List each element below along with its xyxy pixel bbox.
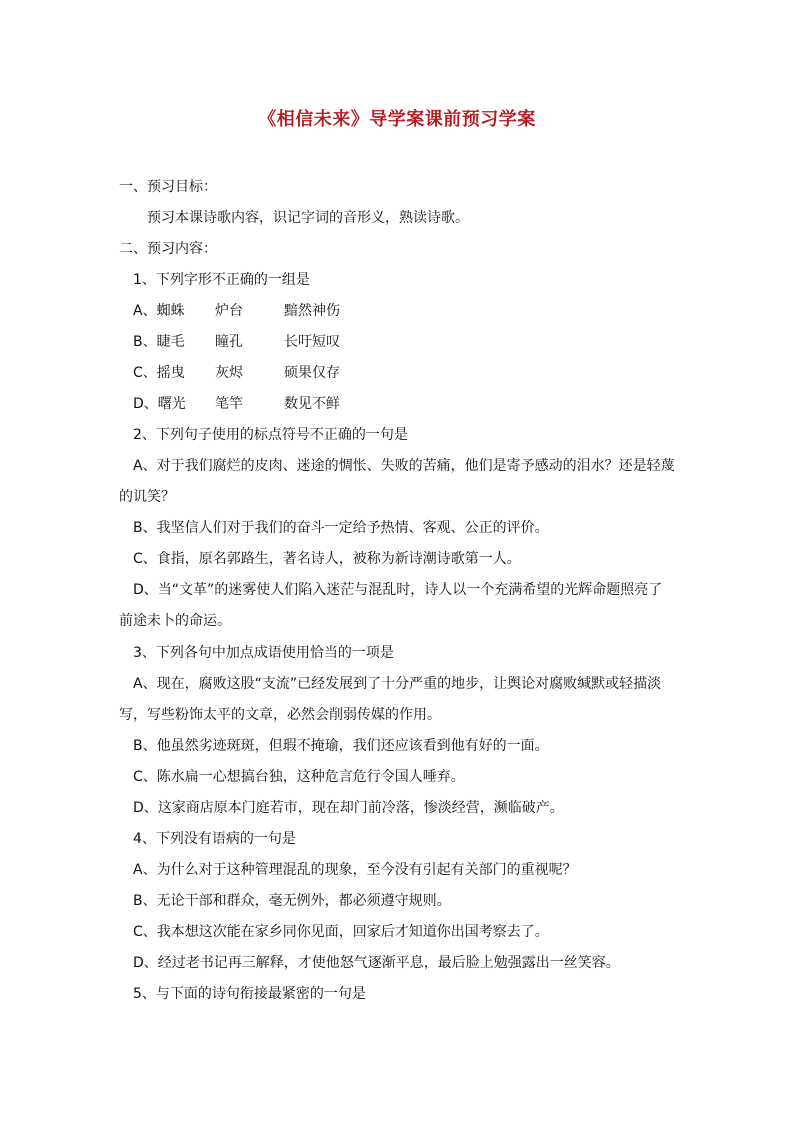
question-4-stem: 4、下列没有语病的一句是 <box>133 831 296 847</box>
question-3-option-b: B、他虽然劣迹斑斑，但瑕不掩瑜，我们还应该看到他有好的一面。 <box>133 738 549 754</box>
option-word-2: 瞳孔 <box>215 334 243 350</box>
question-2-option-d-line-2: 前途未卜的命运。 <box>119 613 231 629</box>
question-4-option-c: C、我本想这次能在家乡同你见面，回家后才知道你出国考察去了。 <box>133 924 549 940</box>
question-4-option-d: D、经过老书记再三解释，才使他怒气逐渐平息，最后脸上勉强露出一丝笑容。 <box>133 955 620 971</box>
option-word-2: 笔竿 <box>215 396 243 412</box>
question-3-option-d: D、这家商店原本门庭若市，现在却门前冷落，惨淡经营，濒临破产。 <box>133 800 564 816</box>
section-1-heading: 一、预习目标： <box>119 179 217 195</box>
question-2-option-c: C、食指，原名郭路生，著名诗人，被称为新诗潮诗歌第一人。 <box>133 551 521 567</box>
question-1-stem: 1、下列字形不正确的一组是 <box>133 272 310 288</box>
question-3-option-a-line-2: 写，写些粉饰太平的文章，必然会削弱传媒的作用。 <box>119 707 441 723</box>
option-label: D、曙光 <box>133 396 186 412</box>
question-2-option-d-line-1: D、当“文革”的迷雾使人们陷入迷茫与混乱时，诗人以一个充满希望的光辉命题照亮了 <box>133 582 663 598</box>
question-3-option-c: C、陈水扁一心想搞台独，这种危言危行令国人唾弃。 <box>133 769 465 785</box>
question-4-option-b: B、无论干部和群众，毫无例外，都必须遵守规则。 <box>133 893 451 909</box>
option-word-3: 数见不鲜 <box>284 396 340 412</box>
option-word-2: 灰烬 <box>215 365 243 381</box>
option-label: B、睫毛 <box>133 334 185 350</box>
question-2-option-b: B、我坚信人们对于我们的奋斗一定给予热情、客观、公正的评价。 <box>133 520 549 536</box>
question-5-stem: 5、与下面的诗句衔接最紧密的一句是 <box>133 986 366 1002</box>
option-label: A、蜘蛛 <box>133 303 185 319</box>
question-2-option-a-line-1: A、对于我们腐烂的皮肉、迷途的惆怅、失败的苦痛，他们是寄予感动的泪水？还是轻蔑 <box>133 458 675 474</box>
option-word-3: 长吁短叹 <box>284 334 340 350</box>
question-2-option-a-line-2: 的讥笑？ <box>119 489 175 505</box>
preview-goal-text: 预习本课诗歌内容，识记字词的音形义，熟读诗歌。 <box>147 210 469 226</box>
question-2-stem: 2、下列句子使用的标点符号不正确的一句是 <box>133 427 408 443</box>
section-2-heading: 二、预习内容： <box>119 241 217 257</box>
option-word-3: 硕果仅存 <box>284 365 340 381</box>
document-title: 《相信未来》导学案课前预习学案 <box>258 109 536 130</box>
option-word-3: 黯然神伤 <box>284 303 340 319</box>
option-word-2: 炉台 <box>215 303 243 319</box>
question-3-stem: 3、下列各句中加点成语使用恰当的一项是 <box>133 645 394 661</box>
question-3-option-a-line-1: A、现在，腐败这股“支流”已经发展到了十分严重的地步，让舆论对腐败缄默或轻描淡 <box>133 676 662 692</box>
option-label: C、摇曳 <box>133 365 185 381</box>
question-4-option-a: A、为什么对于这种管理混乱的现象，至今没有引起有关部门的重视呢？ <box>133 862 577 878</box>
